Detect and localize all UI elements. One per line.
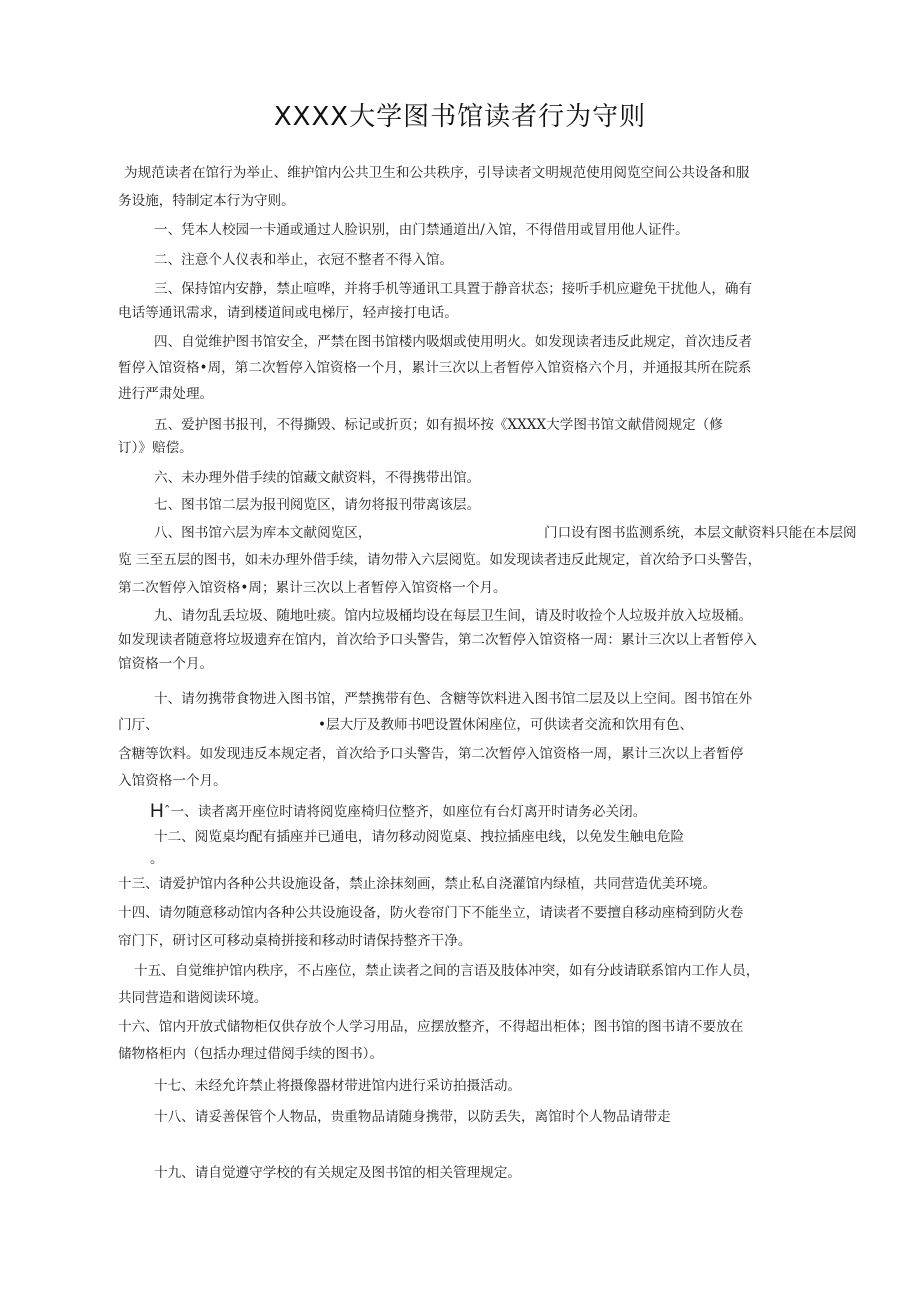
rule-4-line: 四、自觉维护图书馆安全，严禁在图书馆楼内吸烟或使用明火。如发现读者违反此规定，首次违反者 [154, 334, 753, 350]
rule-11-mark: H [150, 801, 164, 822]
rule-7: 七、图书馆二层为报刊阅览区，请勿将报刊带离该层。 [154, 497, 481, 513]
rule-9-line: 如发现读者随意将垃圾遗弃在馆内，首次给予口头警告，第二次暂停入馆资格一周：累计三次以上者暂停入 [118, 632, 757, 648]
rule-8-line: 览 三至五层的图书，如未办理外借手续，请勿带入六层阅览。如发现读者违反此规定，首次给予口头警告， [118, 552, 762, 568]
rule-11 [150, 802, 646, 820]
rule-16-line: 储物格柜内（包括办理过借阅手续的图书）。 [118, 1046, 384, 1062]
intro-line: 为规范读者在馆行为举止、维护馆内公共卫生和公共秩序，引导读者文明规范使用阅览空间公共设备和服 [124, 165, 750, 181]
rule-11-text: ˆ一、读者离开座位时请将阅览座椅归位整齐，如座位有台灯离开时请务必关闭。 [163, 804, 647, 820]
rule-18: 十八、请妥善保管个人物品，贵重物品请随身携带，以防丢失，离馆时个人物品请带走 [154, 1109, 671, 1125]
rule-6: 六、未办理外借手续的馆藏文献资料，不得携带出馆。 [154, 470, 481, 486]
rule-9-line: 馆资格一个月。 [118, 656, 214, 672]
rule-10-line: 门厅、 [118, 717, 159, 733]
rule-10-line: 十、请勿携带食物进入图书馆，严禁携带有色、含糖等饮料进入图书馆二层及以上空间。图书馆在外 [154, 691, 753, 707]
rule-9-line: 九、请勿乱丢垃圾、随地吐痰。馆内垃圾桶均设在每层卫生间，请及时收捡个人垃圾并放入垃圾桶。 [154, 608, 753, 624]
intro-line: 务设施，特制定本行为守则。 [118, 193, 295, 209]
rule-5-line: 订）》赔偿。 [118, 440, 193, 456]
rule-13: 十三、请爱护馆内各种公共设施设备，禁止涂抹刻画，禁止私自浇灌馆内绿植，共同营造优美环境。 [118, 876, 717, 892]
rule-3-line: 三、保持馆内安静，禁止喧哗，并将手机等通讯工具置于静音状态；接听手机应避免干扰他人，确有 [154, 281, 753, 297]
rule-16-line: 十六、馆内开放式储物柜仅供存放个人学习用品，应摆放整齐，不得超出柜体；图书馆的图书请不要放在 [118, 1019, 744, 1035]
rule-4-line: 暂停入馆资格•周，第二次暂停入馆资格一个月，累计三次以上者暂停入馆资格六个月，并通报其所在院系 [118, 360, 752, 376]
rule-17: 十七、未经允许禁止将摄像器材带进馆内进行采访拍摄活动。 [154, 1078, 522, 1094]
rule-10-line: 入馆资格一个月。 [118, 773, 227, 789]
rule-10-line: 含糖等饮料。如发现违反本规定者，首次给予口头警告，第二次暂停入馆资格一周，累计三次以上者暂停 [118, 746, 744, 762]
rule-4-line: 进行严肃处理。 [118, 386, 214, 402]
rule-19: 十九、请自觉遵守学校的有关规定及图书馆的相关管理规定。 [154, 1165, 522, 1181]
rule-3-line: 电话等通讯需求，请到楼道间或电梯厅，轻声接打电话。 [118, 305, 458, 321]
document-title: XXXX大学图书馆读者行为守则 [273, 102, 647, 132]
rule-1: 一、凭本人校园一卡通或通过人脸识别，由门禁通道出/入馆，不得借用或冒用他人证件。 [154, 222, 689, 238]
rule-15-line: 十五、自觉维护馆内秩序，不占座位，禁止读者之间的言语及肢体冲突，如有分歧请联系馆内工作人员， [134, 963, 760, 979]
rule-8-part-a: 八、图书馆六层为库本文献阅览区， [154, 525, 372, 541]
rule-8-part-b: 门口设有图书监测系统，本层文献资料只能在本层阅 [544, 525, 857, 541]
rule-8-line [154, 524, 857, 542]
rule-8-line: 第二次暂停入馆资格•周；累计三次以上者暂停入馆资格一个月。 [118, 580, 507, 596]
rule-14-line: 帘门下，研讨区可移动桌椅拼接和移动时请保持整齐干净。 [118, 933, 472, 949]
rule-12-line: 。 [150, 851, 164, 867]
rule-14-line: 十四、请勿随意移动馆内各种公共设施设备，防火卷帘门下不能坐立，请读者不要擅自移动座椅到防火卷 [118, 905, 744, 921]
rule-10-line: •层大厅及教师书吧设置休闲座位，可供读者交流和饮用有色、 [318, 717, 694, 733]
rule-12-line: 十二、阅览桌均配有插座并已通电，请勿移动阅览桌、拽拉插座电线，以免发生触电危险 [154, 829, 685, 845]
rule-2: 二、注意个人仪表和举止，衣冠不整者不得入馆。 [154, 252, 454, 268]
rule-5-line: 五、爱护图书报刊，不得撕毁、标记或折页；如有损坏按《XXXX大学图书馆文献借阅规定（修 [154, 417, 723, 433]
rule-15-line: 共同营造和谐阅读环境。 [118, 990, 268, 1006]
